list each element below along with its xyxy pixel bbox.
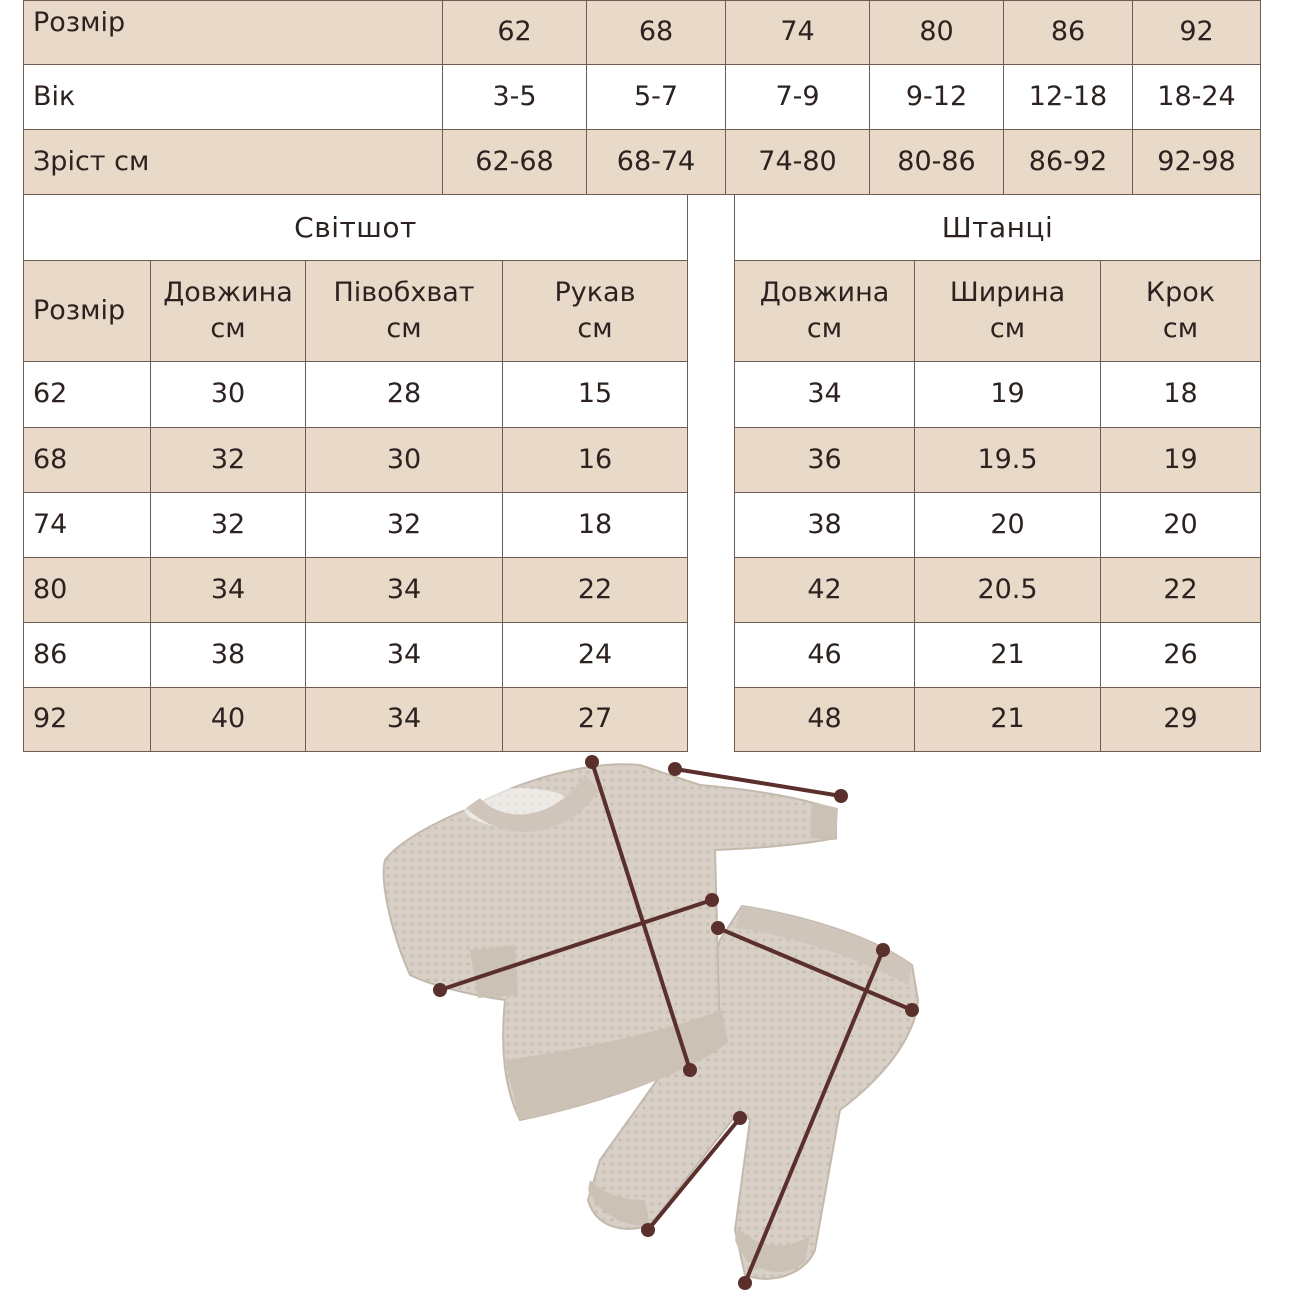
pants-row-2-width: 19.5 — [914, 427, 1101, 493]
measure-point — [905, 1003, 919, 1017]
measure-point — [876, 943, 890, 957]
top-size-92: 92 — [1132, 0, 1261, 65]
sweatshirt-row-3-length: 32 — [150, 492, 306, 558]
sweatshirt-row-1-size: 62 — [23, 361, 151, 428]
top-height-68: 68-74 — [586, 129, 726, 195]
pants-row-5-inseam: 26 — [1100, 622, 1261, 688]
sweatshirt-header-sleeve: Рукав см — [502, 260, 688, 362]
top-age-74: 7-9 — [725, 64, 870, 130]
pants-row-1-width: 19 — [914, 361, 1101, 428]
pants-row-2-inseam: 19 — [1100, 427, 1261, 493]
sweatshirt-row-3-sleeve: 18 — [502, 492, 688, 558]
measure-point — [711, 921, 725, 935]
top-height-80: 80-86 — [869, 129, 1004, 195]
pants-row-1-inseam: 18 — [1100, 361, 1261, 428]
sweatshirt-row-3-chest: 32 — [305, 492, 503, 558]
top-size-74: 74 — [725, 0, 870, 65]
top-age-86: 12-18 — [1003, 64, 1133, 130]
sweatshirt-row-6-chest: 34 — [305, 687, 503, 752]
measure-point — [683, 1063, 697, 1077]
sweatshirt-row-6-size: 92 — [23, 687, 151, 752]
pants-row-3-width: 20 — [914, 492, 1101, 558]
top-age-62: 3-5 — [442, 64, 587, 130]
pants-row-4-width: 20.5 — [914, 557, 1101, 623]
top-size-68: 68 — [586, 0, 726, 65]
measure-point — [641, 1223, 655, 1237]
measure-point — [738, 1276, 752, 1290]
sweatshirt-row-2-chest: 30 — [305, 427, 503, 493]
sweatshirt-row-6-sleeve: 27 — [502, 687, 688, 752]
sweatshirt-row-1-chest: 28 — [305, 361, 503, 428]
sweatshirt-row-5-size: 86 — [23, 622, 151, 688]
sweatshirt-row-5-sleeve: 24 — [502, 622, 688, 688]
pants-row-3-length: 38 — [734, 492, 915, 558]
sweatshirt-title: Світшот — [23, 194, 688, 261]
top-age-92: 18-24 — [1132, 64, 1261, 130]
top-height-74: 74-80 — [725, 129, 870, 195]
measure-point — [705, 893, 719, 907]
sweatshirt-row-4-length: 34 — [150, 557, 306, 623]
measure-point — [834, 789, 848, 803]
pants-row-4-length: 42 — [734, 557, 915, 623]
measure-point — [433, 983, 447, 997]
top-size-86: 86 — [1003, 0, 1133, 65]
sweatshirt-row-4-chest: 34 — [305, 557, 503, 623]
top-height-label: Зріст см — [23, 129, 443, 195]
sweatshirt-header-length: Довжина см — [150, 260, 306, 362]
pants-row-2-length: 36 — [734, 427, 915, 493]
pants-row-6-inseam: 29 — [1100, 687, 1261, 752]
sweatshirt-header-size: Розмір — [23, 260, 151, 362]
sweatshirt-row-6-length: 40 — [150, 687, 306, 752]
pants-row-1-length: 34 — [734, 361, 915, 428]
pants-header-inseam: Крок см — [1100, 260, 1261, 362]
top-size-label: Розмір — [23, 0, 443, 65]
top-age-80: 9-12 — [869, 64, 1004, 130]
sweatshirt-row-2-sleeve: 16 — [502, 427, 688, 493]
pants-header-width: Ширина см — [914, 260, 1101, 362]
sweatshirt-row-2-length: 32 — [150, 427, 306, 493]
pants-row-5-length: 46 — [734, 622, 915, 688]
sweatshirt-row-5-chest: 34 — [305, 622, 503, 688]
pants-title: Штанці — [734, 194, 1261, 261]
sweatshirt-header-half-chest: Півобхват см — [305, 260, 503, 362]
sweatshirt-row-1-sleeve: 15 — [502, 361, 688, 428]
pants-header-length: Довжина см — [734, 260, 915, 362]
sweatshirt-row-5-length: 38 — [150, 622, 306, 688]
pants-row-3-inseam: 20 — [1100, 492, 1261, 558]
top-size-80: 80 — [869, 0, 1004, 65]
measure-point — [733, 1111, 747, 1125]
sweatshirt-row-1-length: 30 — [150, 361, 306, 428]
top-height-62: 62-68 — [442, 129, 587, 195]
top-age-label: Вік — [23, 64, 443, 130]
top-height-86: 86-92 — [1003, 129, 1133, 195]
sweatshirt-row-4-sleeve: 22 — [502, 557, 688, 623]
top-age-68: 5-7 — [586, 64, 726, 130]
pants-row-5-width: 21 — [914, 622, 1101, 688]
measure-point — [585, 755, 599, 769]
measure-point — [668, 762, 682, 776]
sweatshirt-row-3-size: 74 — [23, 492, 151, 558]
pants-row-4-inseam: 22 — [1100, 557, 1261, 623]
pants-row-6-width: 21 — [914, 687, 1101, 752]
sweatshirt-row-2-size: 68 — [23, 427, 151, 493]
top-size-62: 62 — [442, 0, 587, 65]
top-height-92: 92-98 — [1132, 129, 1261, 195]
sweatshirt-row-4-size: 80 — [23, 557, 151, 623]
pants-row-6-length: 48 — [734, 687, 915, 752]
